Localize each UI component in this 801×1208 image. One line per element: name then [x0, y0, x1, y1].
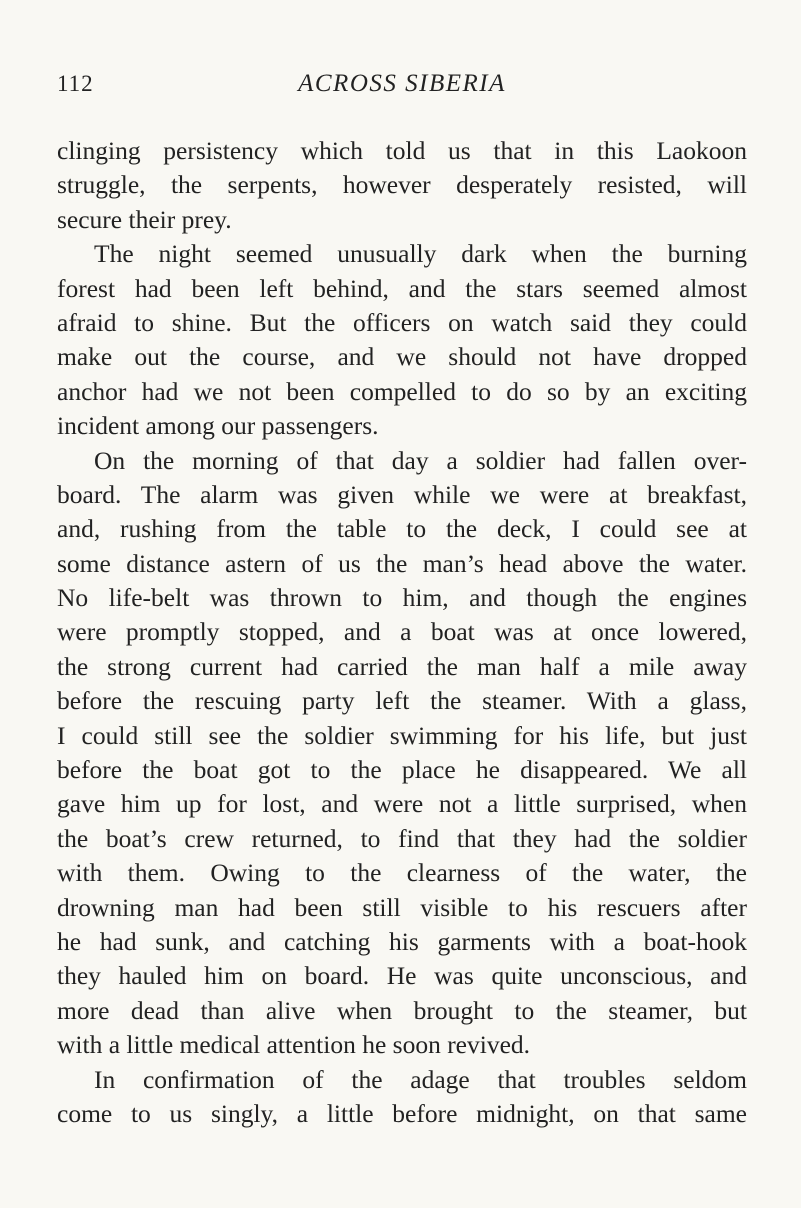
text-line: clinging persistency which told us that in this Laokoon	[57, 136, 747, 165]
text-line: come to us singly, a little before midnight, on that same	[57, 1098, 747, 1128]
text-line: were promptly stopped, and a boat was at once lowered,	[57, 617, 747, 647]
text-line: he had sunk, and catching his garments with a boat-hook	[57, 926, 747, 956]
text-line: I could still see the soldier swimming for his life, but just	[57, 720, 747, 750]
text-line: before the boat got to the place he disappeared. We all	[57, 755, 747, 785]
text-line: the strong current had carried the man half a mile away	[57, 651, 747, 681]
text-line: with a little medical attention he soon revived.	[57, 1030, 531, 1060]
text-line: they hauled him on board. He was quite unconscious, and	[57, 961, 747, 991]
text-line: and, rushing from the table to the deck, I could see at	[57, 514, 747, 544]
text-line: No life-belt was thrown to him, and though the engines	[57, 583, 747, 613]
text-line: secure their prey.	[57, 204, 232, 234]
text-line: struggle, the serpents, however desperately resisted, will	[57, 170, 747, 200]
running-head	[57, 64, 747, 104]
body-text	[57, 134, 747, 1131]
text-line: with them. Owing to the clearness of the water, the	[57, 858, 747, 888]
text-line: some distance astern of us the man’s head above the water.	[57, 548, 747, 578]
text-line: The night seemed unusually dark when the burning	[94, 239, 747, 269]
text-line: forest had been left behind, and the stars seemed almost	[57, 273, 747, 303]
text-line: gave him up for lost, and were not a little surprised, when	[57, 789, 747, 819]
text-line: incident among our passengers.	[57, 411, 379, 441]
text-line: before the rescuing party left the steamer. With a glass,	[57, 686, 747, 716]
running-title: ACROSS SIBERIA	[298, 70, 506, 97]
text-line: board. The alarm was given while we were at breakfast,	[57, 479, 747, 509]
text-line: anchor had we not been compelled to do so by an exciting	[57, 376, 747, 406]
text-line: more dead than alive when brought to the steamer, but	[57, 995, 747, 1025]
text-line: the boat’s crew returned, to find that they had the soldier	[57, 823, 747, 853]
text-line: On the morning of that day a soldier had fallen over-	[94, 445, 747, 475]
page-number: 112	[57, 71, 94, 96]
text-line: In confirmation of the adage that troubles seldom	[94, 1064, 747, 1094]
text-line: afraid to shine. But the officers on watch said they could	[57, 307, 747, 337]
text-line: make out the course, and we should not have dropped	[57, 342, 747, 372]
text-line: drowning man had been still visible to his rescuers after	[57, 892, 747, 922]
